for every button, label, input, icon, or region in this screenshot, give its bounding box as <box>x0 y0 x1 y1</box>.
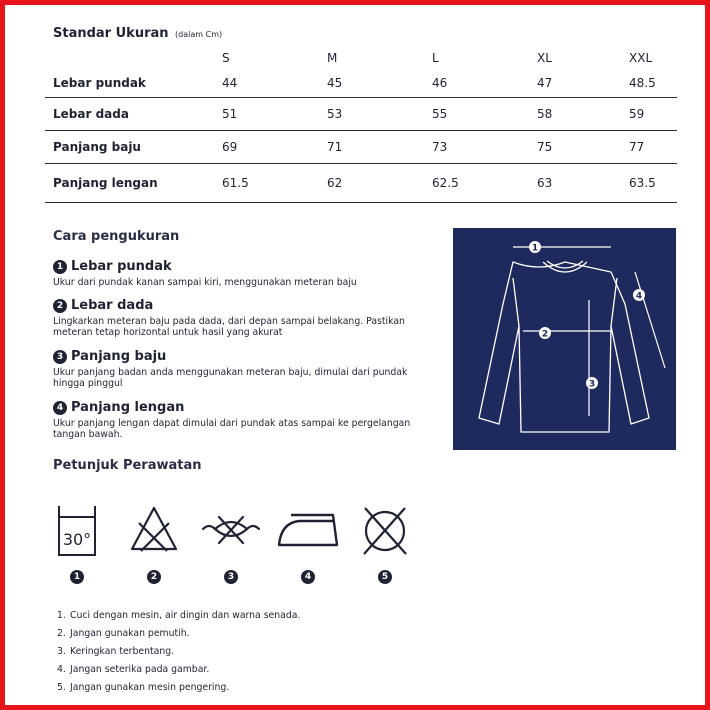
cell: 63.5 <box>629 164 677 203</box>
step-3 <box>53 349 431 389</box>
cell: 63 <box>537 164 629 203</box>
col-l: L <box>432 51 439 65</box>
step-description: Ukur dari pundak kanan sampai kiri, menggunakan meteran baju <box>53 277 357 288</box>
col-s: S <box>222 51 230 65</box>
size-table <box>45 47 677 203</box>
cell: 71 <box>327 131 432 164</box>
step-description: Ukur panjang lengan dapat dimulai dari pundak atas sampai ke pergelangan tangan bawah. <box>53 418 411 440</box>
svg-text:4: 4 <box>635 291 643 302</box>
size-header-row <box>45 47 677 69</box>
col-xl: XL <box>537 51 552 65</box>
svg-text:2: 2 <box>541 329 549 340</box>
cell: 47 <box>537 69 629 98</box>
no-tumble-dry-icon <box>360 505 410 557</box>
care-number: 3 <box>224 570 238 584</box>
cell: 51 <box>222 98 327 131</box>
measuring-title: Cara pengukuran <box>53 229 180 244</box>
table-row <box>45 131 677 164</box>
care-instructions-list <box>57 609 300 699</box>
list-item: 5. Jangan gunakan mesin pengering. <box>57 682 230 693</box>
svg-text:3: 3 <box>588 379 596 390</box>
step-title: Lebar pundak <box>71 259 172 274</box>
care-number: 2 <box>147 570 161 584</box>
cell: 58 <box>537 98 629 131</box>
size-chart-title <box>53 26 222 41</box>
cell: 75 <box>537 131 629 164</box>
cell: 62.5 <box>432 164 537 203</box>
step-number: 2 <box>53 299 67 313</box>
diagram-marker <box>586 377 598 390</box>
line-dry-icon <box>201 513 261 547</box>
care-number: 4 <box>301 570 315 584</box>
table-row <box>45 164 677 203</box>
step-number: 4 <box>53 401 67 415</box>
cell: 73 <box>432 131 537 164</box>
diagram-marker <box>539 327 551 340</box>
step-title: Panjang lengan <box>71 400 185 415</box>
step-description: Lingkarkan meteran baju pada dada, dari depan sampai belakang. Pastikan meteran tetap horizontal untuk hasil yang akurat <box>53 316 405 338</box>
list-item: 3. Keringkan terbentang. <box>57 646 175 657</box>
care-number: 1 <box>70 570 84 584</box>
row-label: Lebar pundak <box>45 69 222 98</box>
step-description: Ukur panjang badan anda menggunakan meteran baju, dimulai dari pundak hingga pinggul <box>53 367 408 389</box>
cell: 69 <box>222 131 327 164</box>
row-label: Panjang lengan <box>45 164 222 203</box>
list-item: 1. Cuci dengan mesin, air dingin dan warna senada. <box>57 610 301 621</box>
cell: 48.5 <box>629 69 677 98</box>
svg-text:1: 1 <box>531 243 539 254</box>
unit-note: (dalam Cm) <box>175 30 223 39</box>
header-empty <box>45 47 222 69</box>
list-item: 4. Jangan seterika pada gambar. <box>57 664 210 675</box>
iron-icon <box>277 509 341 549</box>
cell: 45 <box>327 69 432 98</box>
step-1 <box>53 259 431 288</box>
col-m: M <box>327 51 338 65</box>
table-row <box>45 69 677 98</box>
cell: 61.5 <box>222 164 327 203</box>
measurement-diagram <box>453 228 676 450</box>
step-title: Panjang baju <box>71 349 167 364</box>
cell: 46 <box>432 69 537 98</box>
list-item: 2. Jangan gunakan pemutih. <box>57 628 190 639</box>
care-title: Petunjuk Perawatan <box>53 458 202 473</box>
step-number: 1 <box>53 260 67 274</box>
no-bleach-icon <box>129 505 179 553</box>
cell: 44 <box>222 69 327 98</box>
step-title: Lebar dada <box>71 298 154 313</box>
step-number: 3 <box>53 350 67 364</box>
care-number: 5 <box>378 570 392 584</box>
wash-30-icon <box>57 505 97 557</box>
cell: 53 <box>327 98 432 131</box>
cell: 59 <box>629 98 677 131</box>
svg-text:30°: 30° <box>62 530 92 549</box>
table-row <box>45 98 677 131</box>
cell: 62 <box>327 164 432 203</box>
diagram-marker <box>529 241 541 254</box>
col-xxl: XXL <box>629 51 653 65</box>
row-label: Lebar dada <box>45 98 222 131</box>
step-2 <box>53 298 431 338</box>
size-chart-title-text: Standar Ukuran <box>53 26 169 41</box>
cell: 55 <box>432 98 537 131</box>
shirt-icon <box>453 228 676 450</box>
step-4 <box>53 400 431 440</box>
cell: 77 <box>629 131 677 164</box>
row-label: Panjang baju <box>45 131 222 164</box>
